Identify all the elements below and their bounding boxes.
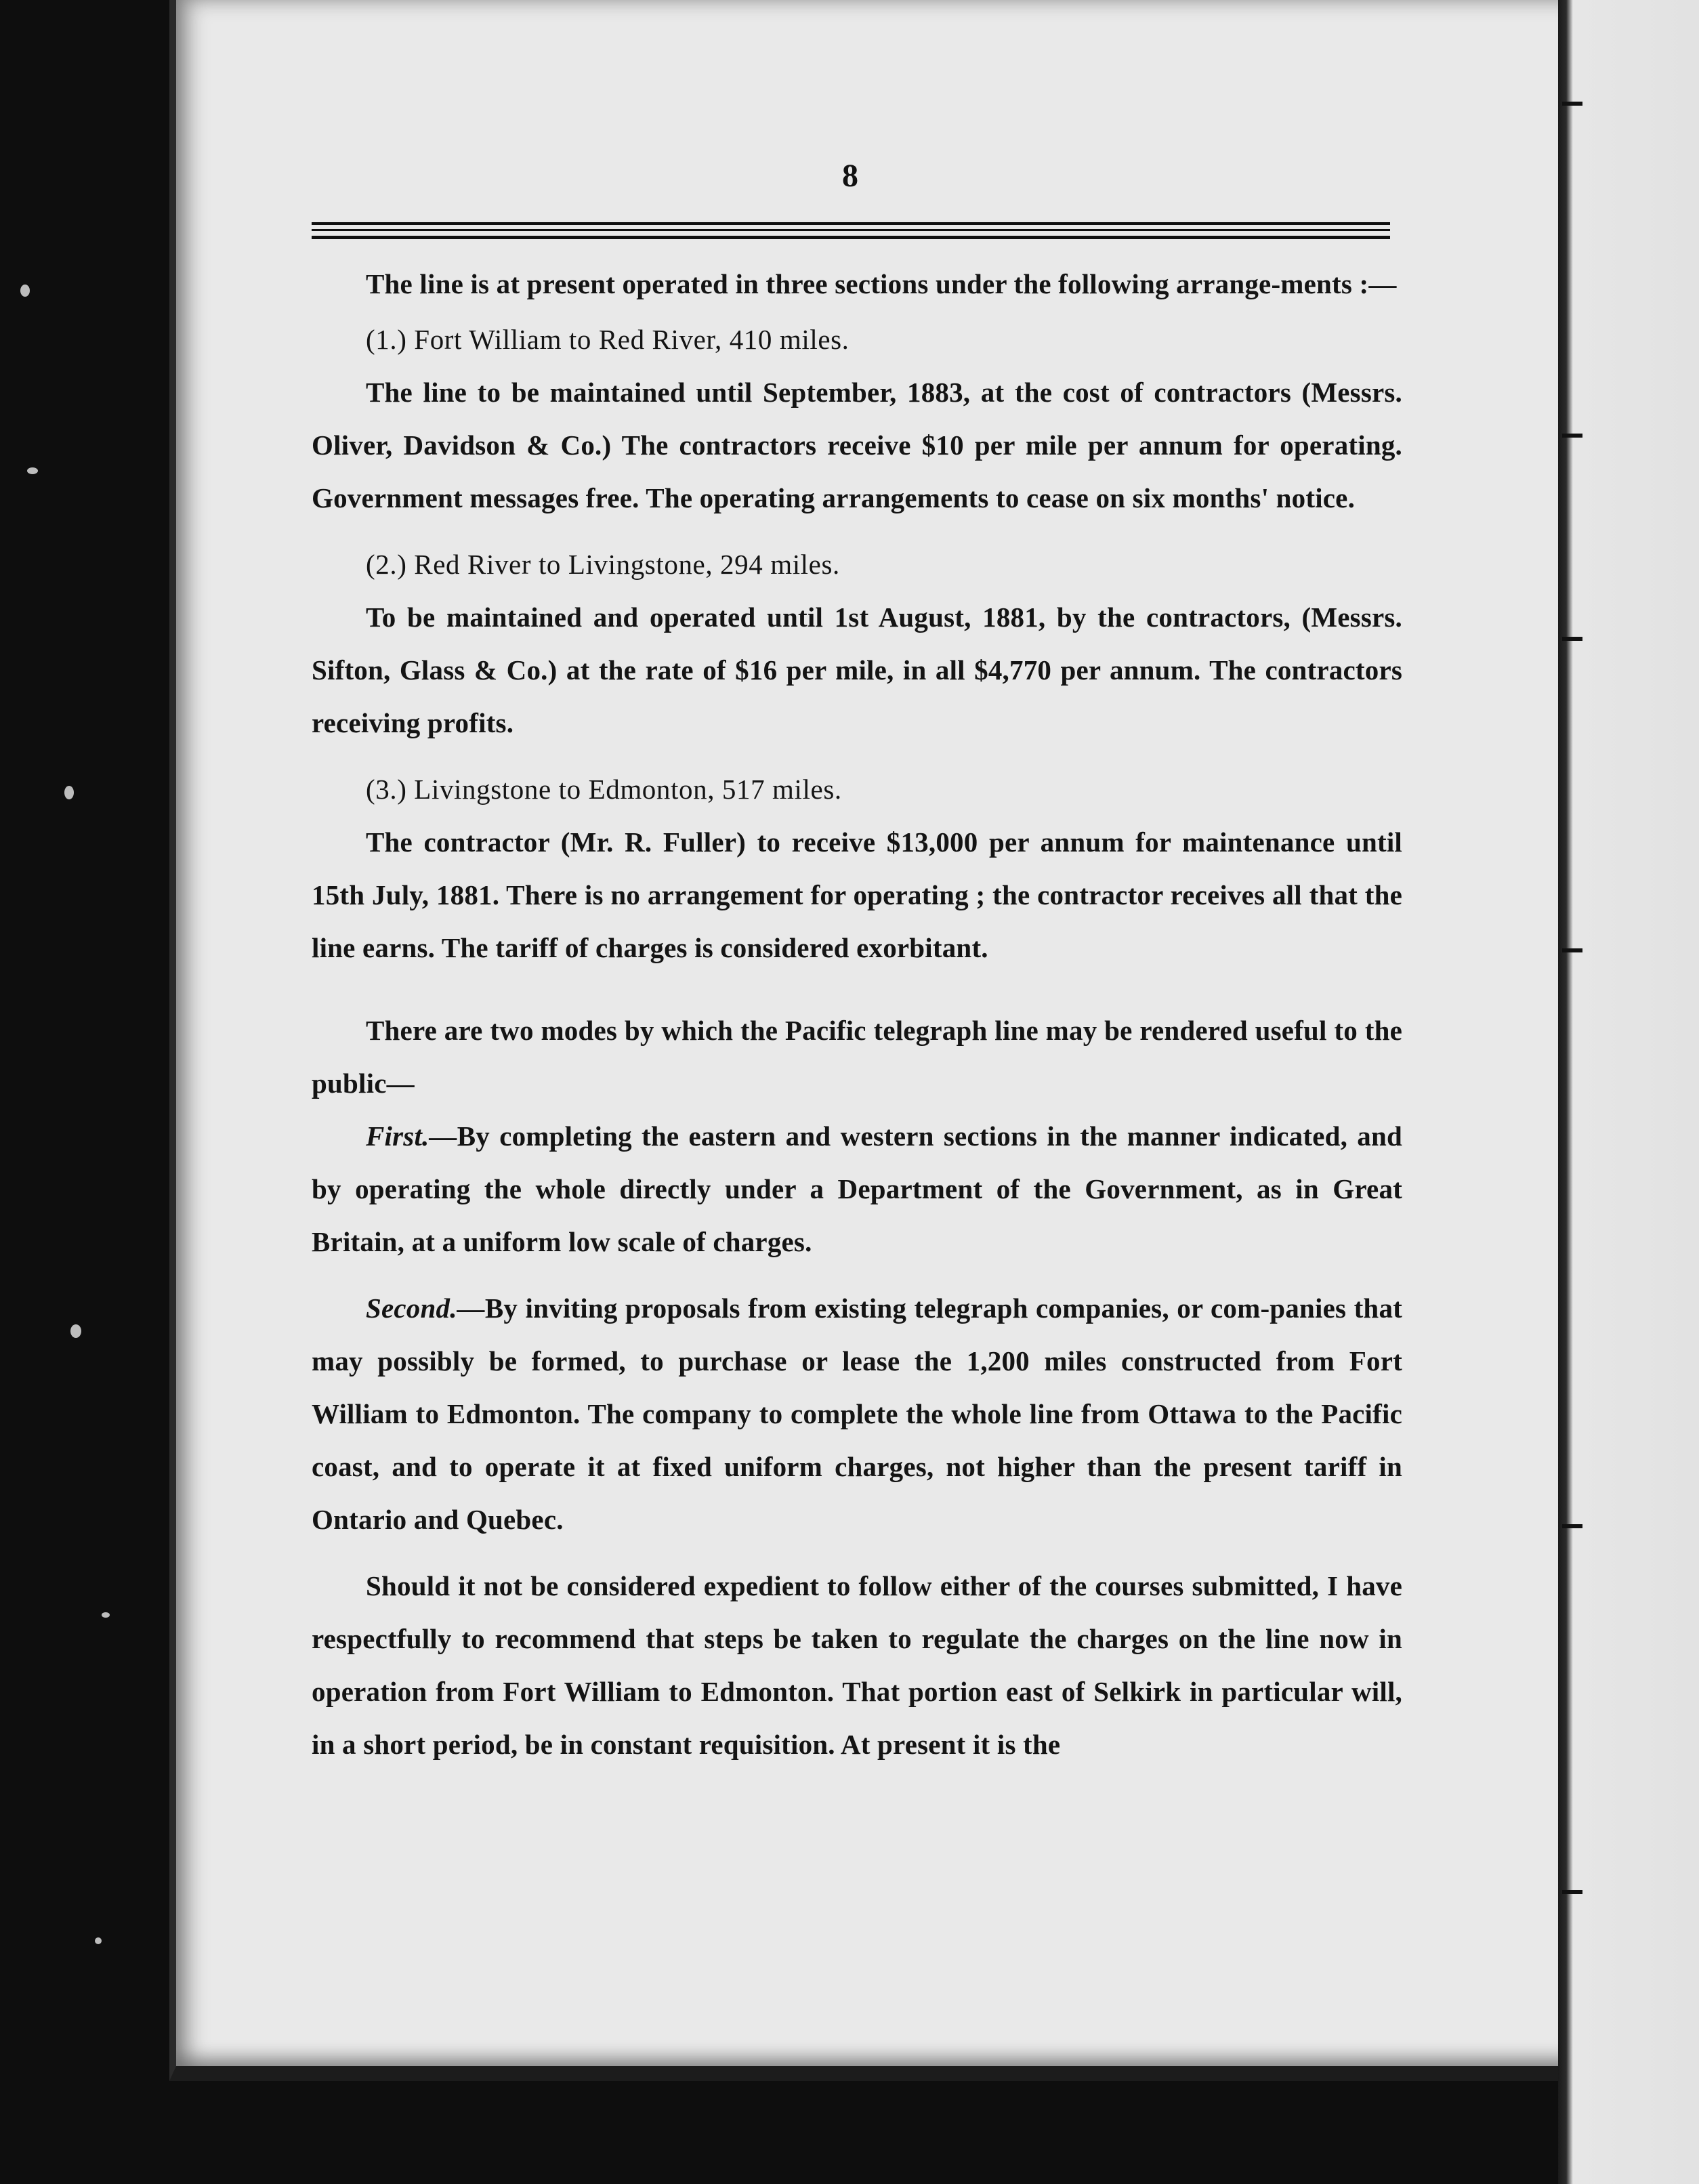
- scan-speck: [95, 1937, 102, 1944]
- body-text: [312, 257, 1402, 1771]
- section-1-heading: (1.) Fort William to Red River, 410 miles.: [366, 324, 850, 355]
- first-mode-label: First.—: [366, 1120, 457, 1152]
- scan-speck: [27, 467, 38, 474]
- section-1-text: The line to be maintained until September, 1883, at the cost of contractors (Messrs. Oliver, Davidson & Co.) The contractors receive $10 per mile per annum for operating. Government messages free. The operating arrangements to cease on six months' notice.: [312, 377, 1402, 513]
- second-mode-paragraph: [312, 1282, 1402, 1546]
- intro-paragraph: The line is at present operated in three sections under the following arrange-ments :—: [366, 268, 1397, 299]
- scan-speck: [20, 285, 30, 297]
- header-rule-middle: [312, 229, 1390, 231]
- second-mode-label: Second.—: [366, 1293, 485, 1324]
- scan-speck: [64, 786, 74, 799]
- adjacent-page-edge: [1558, 0, 1699, 2184]
- first-mode-paragraph: [312, 1110, 1402, 1268]
- section-2-heading: (2.) Red River to Livingstone, 294 miles.: [366, 549, 840, 580]
- modes-intro-paragraph: There are two modes by which the Pacific telegraph line may be rendered useful to the public—: [312, 1015, 1402, 1099]
- section-3-text: The contractor (Mr. R. Fuller) to receive $13,000 per annum for maintenance until 15th July, 1881. There is no arrangement for operating ; the contractor receives all that the line earns. The tariff of charges is considered exorbitant.: [312, 826, 1402, 963]
- scan-speck: [102, 1612, 110, 1618]
- second-mode-text: By inviting proposals from existing telegraph companies, or com-panies that may possibly be formed, to purchase or lease the 1,200 miles constructed from Fort William to Edmonton. The company to complete the whole line from Ottawa to the Pacific coast, and to operate it at fixed uniform charges, not higher than the present tariff in Ontario and Quebec.: [312, 1293, 1402, 1535]
- page-number: 8: [842, 158, 858, 194]
- section-3-heading: (3.) Livingstone to Edmonton, 517 miles.: [366, 774, 842, 805]
- closing-paragraph: Should it not be considered expedient to follow either of the courses submitted, I have respectfully to recommend that steps be taken to regulate the charges on the line now in operation from Fort William to Edmonton. That portion east of Selkirk in particular will, in a short period, be in constant requisition. At present it is the: [312, 1570, 1402, 1760]
- header-rule-bottom: [312, 236, 1390, 239]
- header-rule-top: [312, 222, 1390, 225]
- first-mode-text: By completing the eastern and western sections in the manner indicated, and by operating the whole directly under a Department of the Government, as in Great Britain, at a uniform low scale of charges.: [312, 1120, 1402, 1257]
- section-2-text: To be maintained and operated until 1st August, 1881, by the contractors, (Messrs. Sifton, Glass & Co.) at the rate of $16 per mile, in all $4,770 per annum. The contractors receiving profits.: [312, 602, 1402, 738]
- scan-speck: [70, 1324, 81, 1338]
